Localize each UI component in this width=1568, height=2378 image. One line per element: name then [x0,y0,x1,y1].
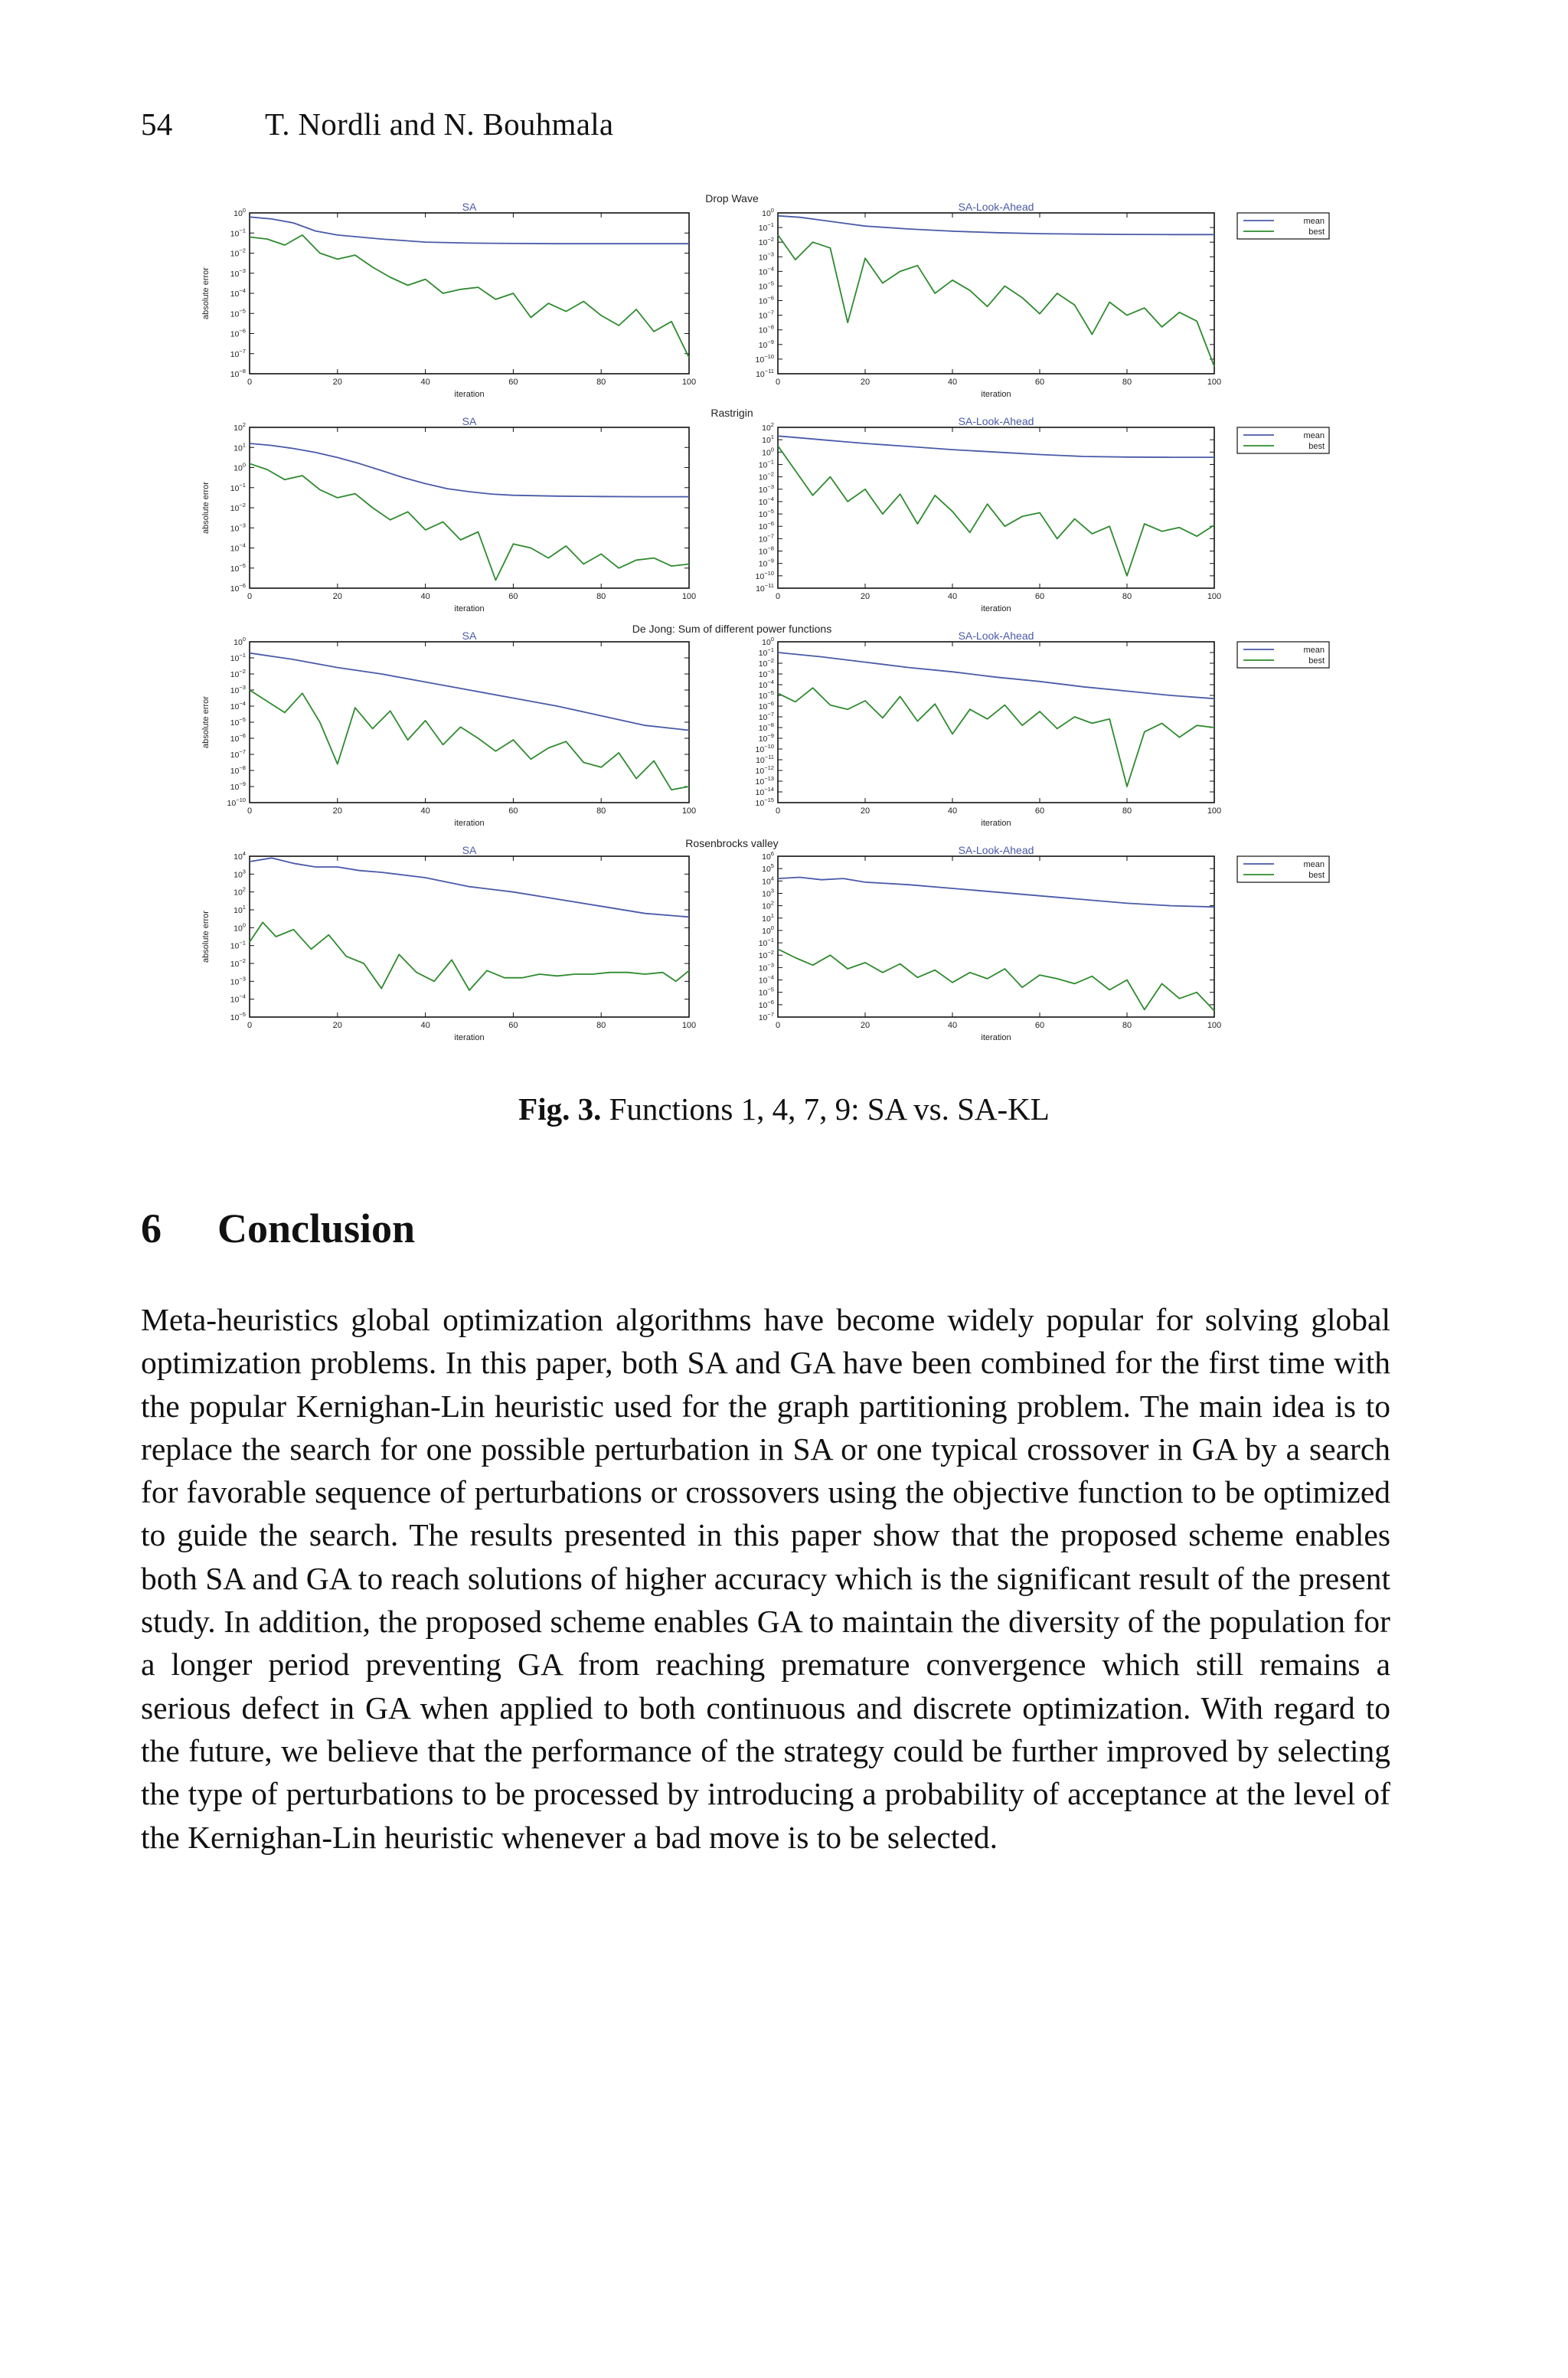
x-tick-label: 80 [596,592,606,601]
y-tick-label: $10^{-6}$ [758,700,774,711]
y-tick-label: $10^{-3}$ [758,250,774,263]
x-tick-label: 0 [775,592,781,601]
y-tick-label: $10^{-10}$ [755,569,774,581]
y-tick-label: $10^{-8}$ [230,764,246,776]
x-tick-label: 20 [860,806,871,816]
legend-label-mean: mean [1303,431,1325,440]
series-line-mean [250,858,689,917]
y-tick-label: $10^{-5}$ [230,1011,246,1022]
y-tick-label: $10^6$ [762,850,774,862]
y-tick-label: $10^2$ [234,421,246,433]
x-tick-label: 80 [596,806,606,816]
y-tick-label: $10^{-2}$ [758,236,774,248]
y-tick-label: $10^0$ [234,461,246,473]
running-authors: T. Nordli and N. Bouhmala [265,106,614,142]
x-tick-label: 60 [508,378,518,387]
x-tick-label: 80 [596,1021,606,1030]
x-tick-label: 0 [775,806,781,816]
y-tick-label: $10^{-6}$ [230,327,246,339]
y-tick-label: $10^1$ [234,441,246,453]
series-line-best [778,688,1214,787]
legend-label-best: best [1308,227,1325,237]
x-tick-label: 100 [1207,806,1222,816]
y-tick-label: $10^{-7}$ [758,532,774,545]
x-tick-label: 100 [681,592,697,601]
x-tick-label: 20 [332,378,342,387]
y-tick-label: $10^{-7}$ [230,347,246,359]
y-tick-label: $10^{-14}$ [755,786,774,797]
x-axis-label: iteration [981,819,1011,828]
series-line-mean [250,217,689,244]
y-tick-label: $10^{-9}$ [758,732,774,744]
x-tick-label: 80 [1122,1021,1132,1030]
y-tick-label: $10^{-4}$ [230,700,246,711]
y-tick-label: $10^{-1}$ [230,652,246,663]
x-tick-label: 0 [247,378,253,387]
x-axis-label: iteration [981,390,1011,399]
y-axis-label: absolute error [201,911,211,963]
y-tick-label: $10^{-7}$ [758,1011,774,1022]
y-tick-label: $10^{-6}$ [758,294,774,306]
x-tick-label: 60 [1034,378,1045,387]
y-tick-label: $10^{-15}$ [755,796,774,808]
x-tick-label: 100 [1207,1021,1222,1030]
y-tick-label: $10^{-4}$ [230,541,246,554]
y-axis-label: absolute error [201,696,211,748]
x-tick-label: 100 [681,806,697,816]
row-title: Rastrigin [710,407,753,419]
series-line-mean [778,216,1214,235]
x-axis-label: iteration [981,1033,1011,1042]
series-line-mean [778,436,1214,457]
x-tick-label: 0 [775,1021,781,1030]
panel-title: SA-Look-Ahead [958,201,1034,213]
y-tick-label: $10^{-2}$ [230,502,246,513]
x-axis-label: iteration [454,1033,485,1042]
y-tick-label: $10^{-3}$ [758,668,774,679]
y-tick-label: $10^1$ [762,433,774,446]
y-tick-label: $10^2$ [234,885,246,898]
y-tick-label: $10^{-8}$ [758,545,774,557]
y-axis-label: absolute error [201,482,211,534]
y-tick-label: $10^{-2}$ [758,470,774,482]
x-tick-label: 60 [508,592,518,601]
x-tick-label: 100 [681,378,697,387]
axes-frame [250,642,689,803]
legend-label-mean: mean [1303,646,1325,655]
y-tick-label: $10^{-4}$ [758,679,774,690]
y-tick-label: $10^{-3}$ [758,961,774,973]
y-tick-label: $10^{-4}$ [230,287,246,299]
y-tick-label: $10^{-10}$ [755,743,774,754]
x-tick-label: 100 [1207,592,1222,601]
y-tick-label: $10^{-1}$ [230,481,246,493]
figure-caption [0,1091,1568,1127]
x-tick-label: 40 [947,378,958,387]
y-tick-label: $10^{-3}$ [758,482,774,495]
x-tick-label: 40 [947,592,958,601]
panel-title: SA [462,630,477,642]
panel-title: SA-Look-Ahead [958,415,1034,427]
x-tick-label: 60 [1034,1021,1045,1030]
x-tick-label: 80 [596,378,606,387]
y-tick-label: $10^{-4}$ [230,993,246,1005]
y-tick-label: $10^{-4}$ [758,265,774,277]
x-tick-label: 20 [860,378,871,387]
y-tick-label: $10^{-2}$ [230,247,246,259]
y-tick-label: $10^1$ [234,904,246,915]
y-tick-label: $10^{-2}$ [758,949,774,961]
y-tick-label: $10^0$ [762,924,774,936]
x-tick-label: 100 [1207,378,1222,387]
y-tick-label: $10^4$ [234,850,246,862]
panel-title: SA [462,201,477,213]
series-line-best [778,235,1214,367]
y-tick-label: $10^{-5}$ [758,689,774,701]
page-number: 54 [141,106,173,142]
series-line-best [250,235,689,358]
x-axis-label: iteration [454,390,485,399]
y-axis-label: absolute error [201,267,211,319]
legend-label-mean: mean [1303,860,1325,869]
y-tick-label: $10^{-1}$ [758,221,774,234]
y-tick-label: $10^{-8}$ [758,721,774,733]
panel-title: SA [462,844,477,856]
x-tick-label: 80 [1122,806,1132,816]
x-tick-label: 40 [947,1021,958,1030]
y-tick-label: $10^{-3}$ [230,684,246,695]
x-tick-label: 0 [247,1021,253,1030]
y-tick-label: $10^{-2}$ [230,957,246,969]
x-tick-label: 60 [1034,592,1045,601]
series-line-best [250,922,689,990]
panel-title: SA-Look-Ahead [958,844,1034,856]
y-tick-label: $10^{-11}$ [756,368,774,379]
y-tick-label: $10^{-5}$ [758,280,774,292]
panel-title: SA [462,415,477,427]
y-tick-label: $10^{-10}$ [227,796,246,808]
x-tick-label: 20 [860,1021,871,1030]
y-tick-label: $10^0$ [762,446,774,458]
y-tick-label: $10^0$ [234,921,246,934]
x-tick-label: 40 [420,378,430,387]
y-tick-label: $10^5$ [762,862,774,875]
y-tick-label: $10^{-1}$ [230,939,246,951]
axes-frame [250,427,689,588]
x-tick-label: 40 [420,806,430,816]
y-tick-label: $10^{-5}$ [758,986,774,998]
y-tick-label: $10^{-7}$ [230,748,246,760]
x-axis-label: iteration [454,819,485,828]
y-tick-label: $10^{-4}$ [758,495,774,507]
y-tick-label: $10^0$ [762,636,774,647]
conclusion-paragraph: Meta-heuristics global optimization algorithms have become widely popular for solving global optimization problems. In this paper, both SA and GA have been combined for the first time with the popular Kernighan-Lin heuristic used for the graph partitioning problem. The main idea is to replace the search for one possible perturbation in SA or one typical crossover in GA by a search for favorable sequence of perturbations or crossovers using the objective function to be optimized to guide the search. The results presented in this paper show that the proposed scheme enables both SA and GA to reach solutions of higher accuracy which is the significant result of the present study. In addition, the proposed scheme enables GA to maintain the diversity of the population for a longer period preventing GA from reaching premature convergence which still remains a serious defect in GA when applied to both continuous and discrete optimization. With regard to the future, we believe that the performance of the strategy could be further improved by selecting the type of perturbations to be processed by introducing a probability of acceptance at the level of the Kernighan-Lin heuristic whenever a bad move is to be selected. [141,1302,1390,1855]
x-axis-label: iteration [454,604,485,613]
row-title: Drop Wave [705,192,759,204]
x-tick-label: 80 [1122,592,1132,601]
y-tick-label: $10^2$ [762,421,774,433]
series-line-best [778,446,1214,576]
y-tick-label: $10^0$ [234,207,246,218]
section-title: Conclusion [217,1205,416,1251]
y-tick-label: $10^3$ [762,887,774,899]
y-tick-label: $10^{-3}$ [230,522,246,534]
series-line-best [250,463,689,580]
y-tick-label: $10^{-11}$ [756,582,774,594]
y-tick-label: $10^{-9}$ [758,338,774,350]
legend-label-mean: mean [1303,217,1325,226]
x-tick-label: 40 [420,1021,430,1030]
x-tick-label: 40 [947,806,958,816]
series-line-mean [778,653,1214,698]
y-tick-label: $10^{-6}$ [758,520,774,532]
y-tick-label: $10^{-6}$ [230,582,246,594]
x-tick-label: 20 [332,806,342,816]
series-line-best [778,949,1214,1011]
x-axis-label: iteration [981,604,1011,613]
x-tick-label: 20 [332,592,342,601]
series-line-best [250,690,689,790]
series-line-mean [250,443,689,497]
axes-frame [778,642,1214,803]
y-tick-label: $10^{-13}$ [755,775,774,787]
x-tick-label: 20 [860,592,871,601]
y-tick-label: $10^3$ [234,868,246,880]
y-tick-label: $10^{-9}$ [758,557,774,569]
series-line-mean [250,653,689,731]
x-tick-label: 20 [332,1021,342,1030]
axes-frame [250,213,689,374]
x-tick-label: 60 [508,1021,518,1030]
y-tick-label: $10^{-5}$ [230,561,246,574]
legend-label-best: best [1308,656,1325,666]
caption-text: Functions 1, 4, 7, 9: SA vs. SA-KL [601,1091,1050,1127]
y-tick-label: $10^0$ [762,207,774,218]
row-title: De Jong: Sum of different power functions [632,623,832,635]
y-tick-label: $10^4$ [762,875,774,887]
y-tick-label: $10^{-7}$ [758,309,774,321]
y-tick-label: $10^{-3}$ [230,267,246,279]
section-number: 6 [141,1205,162,1251]
x-tick-label: 60 [1034,806,1045,816]
y-tick-label: $10^{-3}$ [230,975,246,987]
x-tick-label: 0 [775,378,781,387]
x-tick-label: 100 [681,1021,697,1030]
y-tick-label: $10^1$ [762,911,774,924]
y-tick-label: $10^{-6}$ [230,732,246,744]
y-tick-label: $10^{-1}$ [758,937,774,949]
section-heading [141,1205,415,1252]
y-tick-label: $10^{-11}$ [756,754,774,765]
y-tick-label: $10^{-1}$ [230,227,246,239]
figure-3 [0,0,1568,1072]
axes-frame [778,213,1214,374]
y-tick-label: $10^0$ [234,636,246,647]
y-tick-label: $10^{-1}$ [758,458,774,470]
y-tick-label: $10^{-12}$ [755,764,774,776]
x-tick-label: 80 [1122,378,1132,387]
x-tick-label: 0 [247,592,253,601]
row-title: Rosenbrocks valley [685,837,779,849]
x-tick-label: 0 [247,806,253,816]
y-tick-label: $10^{-5}$ [758,508,774,520]
x-tick-label: 40 [420,592,430,601]
axes-frame [778,856,1214,1017]
x-tick-label: 60 [508,806,518,816]
caption-label: Fig. 3. [518,1091,602,1127]
legend-label-best: best [1308,871,1325,880]
y-tick-label: $10^{-6}$ [758,998,774,1010]
y-tick-label: $10^{-5}$ [230,716,246,728]
y-tick-label: $10^{-9}$ [230,780,246,792]
y-tick-label: $10^{-5}$ [230,307,246,319]
y-tick-label: $10^{-8}$ [758,323,774,335]
y-tick-label: $10^{-10}$ [755,352,774,365]
y-tick-label: $10^{-1}$ [758,646,774,658]
axes-frame [250,856,689,1017]
legend-label-best: best [1308,442,1325,451]
y-tick-label: $10^{-7}$ [758,711,774,722]
y-tick-label: $10^{-2}$ [230,668,246,679]
y-tick-label: $10^2$ [762,899,774,911]
y-tick-label: $10^{-2}$ [758,657,774,669]
series-line-mean [778,878,1214,908]
y-tick-label: $10^{-8}$ [230,368,246,379]
y-tick-label: $10^{-4}$ [758,973,774,986]
panel-title: SA-Look-Ahead [958,630,1034,642]
